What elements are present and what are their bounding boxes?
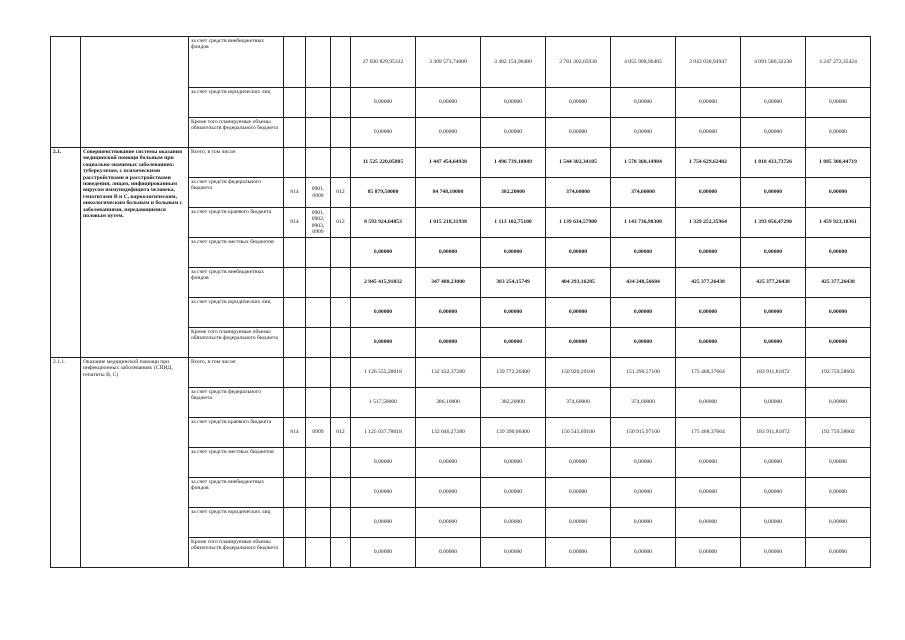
amount-year: 0,00000	[546, 508, 611, 538]
amount-year: 1 496 739,10849	[481, 148, 546, 178]
expense-type-code	[331, 478, 351, 508]
amount-year: 425 377,26438	[676, 268, 741, 298]
amount-year: 0,00000	[611, 478, 676, 508]
section-code	[306, 448, 331, 478]
amount-year: 0,00000	[416, 448, 481, 478]
amount-year: 0,00000	[481, 508, 546, 538]
amount-year: 0,00000	[741, 388, 806, 418]
amount-year: 382,20000	[481, 388, 546, 418]
grbs-code	[284, 238, 306, 268]
funding-source: за счет средств местных бюджетов	[189, 238, 284, 268]
amount-year: 0,00000	[481, 88, 546, 118]
amount-year: 0,00000	[416, 328, 481, 358]
amount-total: 0,00000	[351, 88, 416, 118]
amount-year: 0,00000	[806, 238, 871, 268]
amount-year: 3 943 030,94947	[676, 37, 741, 88]
amount-total: 0,00000	[351, 508, 416, 538]
amount-year: 0,00000	[481, 538, 546, 568]
funding-source: за счет средств краевого бюджета	[189, 418, 284, 448]
grbs-code	[284, 388, 306, 418]
amount-year: 0,00000	[546, 448, 611, 478]
amount-year: 0,00000	[416, 478, 481, 508]
grbs-code	[284, 268, 306, 298]
program-name: Совершенствование системы оказания медицинской помощи больным при социально-значимых заболеваниях: туберкулезом, с психическими расстройствами и расстройствами поведения, лицам, инфицированным вирусом иммунодефицита человека, гепатитами В и С, наркологическим, онкологическим больным и больным с заболеваниями, передающимися половым путем.	[81, 148, 189, 358]
amount-year: 0,00000	[806, 448, 871, 478]
amount-year: 0,00000	[806, 508, 871, 538]
funding-source: за счет средств внебюджетных фондов	[189, 268, 284, 298]
amount-year: 383 254,15749	[481, 268, 546, 298]
grbs-code: 814	[284, 178, 306, 208]
amount-total: 2 845 415,91032	[351, 268, 416, 298]
amount-year: 0,00000	[741, 448, 806, 478]
section-code	[306, 298, 331, 328]
expense-type-code	[331, 508, 351, 538]
amount-year: 1 143 736,98300	[611, 208, 676, 238]
section-code	[306, 328, 331, 358]
table-row	[51, 148, 871, 178]
amount-year: 0,00000	[806, 328, 871, 358]
section-code	[306, 118, 331, 148]
amount-year: 3 482 154,96480	[481, 37, 546, 88]
grbs-code	[284, 328, 306, 358]
expense-type-code	[331, 238, 351, 268]
expense-type-code	[331, 448, 351, 478]
row-number	[51, 37, 81, 148]
amount-year: 0,00000	[611, 298, 676, 328]
expense-type-code: 012	[331, 178, 351, 208]
amount-year: 0,00000	[676, 448, 741, 478]
amount-year: 386,10000	[416, 388, 481, 418]
funding-source: за счет средств федерального бюджета	[189, 178, 284, 208]
funding-source: за счет средств юридических лиц	[189, 88, 284, 118]
amount-year: 0,00000	[546, 538, 611, 568]
table-row	[51, 358, 871, 388]
amount-year: 1 459 923,18361	[806, 208, 871, 238]
amount-year: 0,00000	[546, 328, 611, 358]
amount-year: 150 545,69100	[546, 418, 611, 448]
section-code: 0901, 0902, 0903, 0909	[306, 208, 331, 238]
section-code	[306, 388, 331, 418]
amount-year: 0,00000	[806, 178, 871, 208]
amount-year: 1 139 634,57900	[546, 208, 611, 238]
amount-year: 0,00000	[806, 538, 871, 568]
amount-year: 0,00000	[611, 328, 676, 358]
section-code	[306, 37, 331, 88]
expense-type-code	[331, 388, 351, 418]
grbs-code	[284, 118, 306, 148]
section-code	[306, 88, 331, 118]
amount-year: 151 290,57100	[611, 358, 676, 388]
amount-year: 425 377,26438	[741, 268, 806, 298]
grbs-code	[284, 538, 306, 568]
amount-total: 0,00000	[351, 448, 416, 478]
amount-year: 0,00000	[741, 508, 806, 538]
program-name: Оказание медицинской помощи при инфекционных заболеваниях (СПИД, гепатиты В, С)	[81, 358, 189, 568]
amount-year: 0,00000	[481, 118, 546, 148]
amount-year: 1 015 218,31938	[416, 208, 481, 238]
amount-year: 132 432,37280	[416, 358, 481, 388]
funding-source: Всего, в том числе:	[189, 358, 284, 388]
amount-year: 0,00000	[806, 388, 871, 418]
amount-year: 183 911,81872	[741, 418, 806, 448]
amount-year: 0,00000	[546, 298, 611, 328]
amount-year: 3 781 302,65938	[546, 37, 611, 88]
amount-year: 0,00000	[546, 88, 611, 118]
amount-year: 404 293,16285	[546, 268, 611, 298]
amount-year: 175 468,37664	[676, 418, 741, 448]
amount-year: 425 377,26438	[806, 268, 871, 298]
amount-year: 183 911,81872	[741, 358, 806, 388]
section-code	[306, 268, 331, 298]
expense-type-code	[331, 358, 351, 388]
amount-year: 0,00000	[546, 238, 611, 268]
row-number: 2.1.	[51, 148, 81, 358]
amount-total: 8 593 924,64853	[351, 208, 416, 238]
funding-source: Кроме того планируемые объемы обязательств федерального бюджета	[189, 328, 284, 358]
amount-year: 0,00000	[741, 298, 806, 328]
amount-year: 0,00000	[676, 238, 741, 268]
grbs-code	[284, 358, 306, 388]
amount-total: 1 126 555,28018	[351, 358, 416, 388]
amount-year: 1 885 300,44719	[806, 148, 871, 178]
grbs-code	[284, 478, 306, 508]
amount-total: 0,00000	[351, 478, 416, 508]
amount-year: 0,00000	[741, 88, 806, 118]
expense-type-code	[331, 88, 351, 118]
amount-year: 150 920,29100	[546, 358, 611, 388]
amount-year: 0,00000	[676, 88, 741, 118]
amount-year: 0,00000	[611, 508, 676, 538]
amount-year: 0,00000	[481, 328, 546, 358]
amount-year: 0,00000	[741, 178, 806, 208]
amount-year: 3 309 573,74000	[416, 37, 481, 88]
amount-year: 1 447 454,64938	[416, 148, 481, 178]
section-code	[306, 358, 331, 388]
amount-year: 0,00000	[676, 478, 741, 508]
amount-total: 0,00000	[351, 118, 416, 148]
section-code: 0909	[306, 418, 331, 448]
amount-year: 0,00000	[481, 478, 546, 508]
amount-year: 0,00000	[676, 178, 741, 208]
amount-year: 0,00000	[416, 118, 481, 148]
funding-source: за счет средств местных бюджетов	[189, 448, 284, 478]
budget-table	[50, 36, 871, 568]
funding-source: за счет средств краевого бюджета	[189, 208, 284, 238]
amount-year: 0,00000	[806, 88, 871, 118]
expense-type-code	[331, 268, 351, 298]
amount-year: 192 759,58602	[806, 358, 871, 388]
amount-year: 347 488,23000	[416, 268, 481, 298]
grbs-code	[284, 298, 306, 328]
funding-source: Кроме того планируемые объемы обязательств федерального бюджета	[189, 118, 284, 148]
amount-year: 1 818 433,73726	[741, 148, 806, 178]
table-row	[51, 37, 871, 88]
amount-year: 374,60000	[546, 178, 611, 208]
amount-year: 0,00000	[416, 298, 481, 328]
amount-year: 0,00000	[741, 118, 806, 148]
amount-year: 0,00000	[676, 538, 741, 568]
amount-year: 0,00000	[676, 328, 741, 358]
expense-type-code: 012	[331, 418, 351, 448]
amount-total: 0,00000	[351, 328, 416, 358]
amount-year: 4 091 586,32238	[741, 37, 806, 88]
amount-year: 0,00000	[676, 388, 741, 418]
amount-total: 1 125 037,78018	[351, 418, 416, 448]
expense-type-code	[331, 37, 351, 88]
amount-year: 84 748,10000	[416, 178, 481, 208]
amount-year: 0,00000	[676, 298, 741, 328]
expense-type-code	[331, 148, 351, 178]
amount-year: 0,00000	[741, 238, 806, 268]
expense-type-code	[331, 328, 351, 358]
section-code	[306, 238, 331, 268]
amount-year: 1 544 302,34185	[546, 148, 611, 178]
amount-year: 0,00000	[416, 238, 481, 268]
amount-year: 175 468,37664	[676, 358, 741, 388]
amount-year: 0,00000	[546, 118, 611, 148]
grbs-code	[284, 88, 306, 118]
section-code	[306, 148, 331, 178]
amount-year: 382,20000	[481, 178, 546, 208]
amount-year: 374,60000	[611, 388, 676, 418]
section-code	[306, 508, 331, 538]
section-code	[306, 478, 331, 508]
amount-year: 0,00000	[611, 118, 676, 148]
amount-year: 0,00000	[676, 508, 741, 538]
budget-table-page	[50, 36, 870, 568]
amount-total: 27 030 829,95332	[351, 37, 416, 88]
amount-year: 0,00000	[806, 478, 871, 508]
funding-source: Кроме того планируемые объемы обязательств федерального бюджета	[189, 538, 284, 568]
amount-total: 0,00000	[351, 238, 416, 268]
amount-year: 1 113 102,75100	[481, 208, 546, 238]
amount-total: 1 517,50000	[351, 388, 416, 418]
amount-year: 0,00000	[546, 478, 611, 508]
amount-year: 0,00000	[481, 298, 546, 328]
amount-year: 0,00000	[416, 508, 481, 538]
amount-year: 192 759,58602	[806, 418, 871, 448]
amount-year: 0,00000	[676, 118, 741, 148]
amount-year: 4 055 908,96405	[611, 37, 676, 88]
expense-type-code	[331, 118, 351, 148]
amount-year: 0,00000	[611, 538, 676, 568]
funding-source: за счет средств федерального бюджета	[189, 388, 284, 418]
grbs-code	[284, 508, 306, 538]
section-code: 0901, 0909	[306, 178, 331, 208]
amount-year: 434 248,56684	[611, 268, 676, 298]
amount-year: 0,00000	[741, 538, 806, 568]
row-number: 2.1.1.	[51, 358, 81, 568]
amount-total: 85 879,50000	[351, 178, 416, 208]
amount-year: 0,00000	[481, 448, 546, 478]
grbs-code: 814	[284, 418, 306, 448]
amount-year: 0,00000	[806, 298, 871, 328]
expense-type-code: 012	[331, 208, 351, 238]
amount-year: 0,00000	[481, 238, 546, 268]
amount-total: 0,00000	[351, 298, 416, 328]
funding-source: за счет средств внебюджетных фондов	[189, 37, 284, 88]
amount-year: 139 390,06400	[481, 418, 546, 448]
amount-year: 1 329 252,35964	[676, 208, 741, 238]
funding-source: Всего, в том числе:	[189, 148, 284, 178]
amount-year: 1 393 056,47290	[741, 208, 806, 238]
amount-total: 11 525 220,05885	[351, 148, 416, 178]
funding-source: за счет средств юридических лиц	[189, 298, 284, 328]
amount-year: 1 754 629,62402	[676, 148, 741, 178]
table-body	[51, 37, 871, 568]
grbs-code: 814	[284, 208, 306, 238]
amount-total: 0,00000	[351, 538, 416, 568]
amount-year: 150 915,97100	[611, 418, 676, 448]
funding-source: за счет средств юридических лиц	[189, 508, 284, 538]
grbs-code	[284, 448, 306, 478]
amount-year: 0,00000	[741, 478, 806, 508]
expense-type-code	[331, 298, 351, 328]
expense-type-code	[331, 538, 351, 568]
funding-source: за счет средств внебюджетных фондов	[189, 478, 284, 508]
amount-year: 0,00000	[611, 448, 676, 478]
section-code	[306, 538, 331, 568]
amount-year: 0,00000	[741, 328, 806, 358]
amount-year: 4 247 272,35424	[806, 37, 871, 88]
amount-year: 132 046,27280	[416, 418, 481, 448]
amount-year: 0,00000	[416, 538, 481, 568]
program-name	[81, 37, 189, 148]
amount-year: 374,60000	[611, 178, 676, 208]
grbs-code	[284, 37, 306, 88]
amount-year: 374,60000	[546, 388, 611, 418]
amount-year: 0,00000	[416, 88, 481, 118]
amount-year: 139 772,26400	[481, 358, 546, 388]
amount-year: 0,00000	[611, 238, 676, 268]
grbs-code	[284, 148, 306, 178]
amount-year: 1 578 360,14984	[611, 148, 676, 178]
amount-year: 0,00000	[806, 118, 871, 148]
amount-year: 0,00000	[611, 88, 676, 118]
